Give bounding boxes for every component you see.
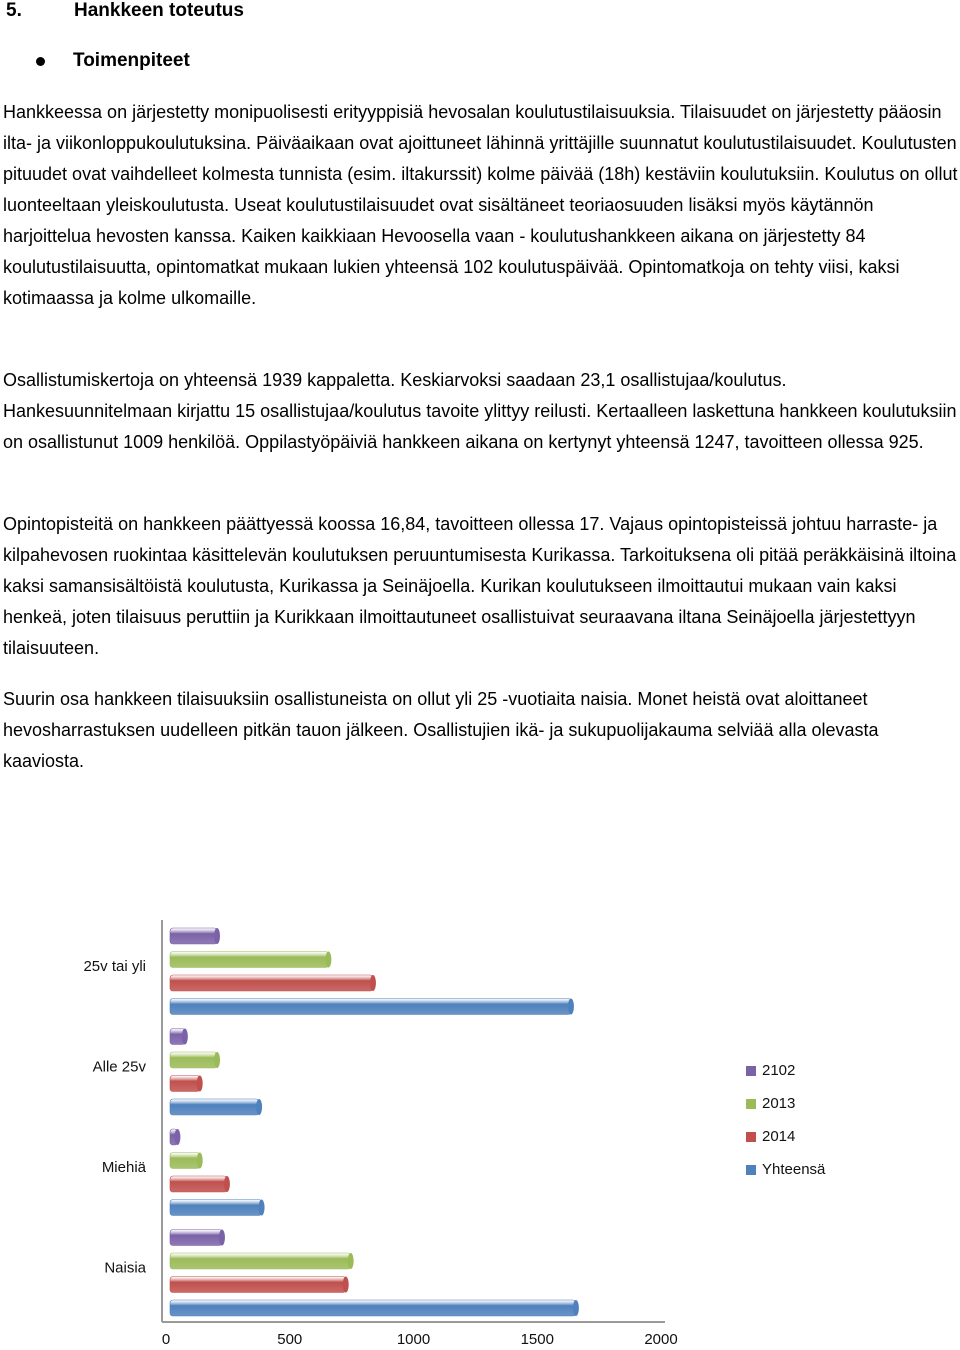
paragraph: Hankkeessa on järjestetty monipuolisesti erityyppisiä hevosalan koulutustilaisuuksia. Tilaisuudet on järjestetty pääosin ilta- ja viikonloppukoulutuksina. Päiväaikaan ovat ajoittuneet lähinnä yrittäjille suunnatut koulutustilaisuudet. Koulutusten pituudet ovat vaihdelleet kolmesta tunnista (esim. iltakurssit) kolme päivää (18h) kestäviin koulutuksiin. Koulutus on ollut luonteeltaan yleiskoulutusta. Useat koulutustilaisuudet ovat sisältäneet teoriaosuuden lisäksi myös käytännön harjoittelua hevosten kanssa. Kaiken kaikkiaan Hevoosella vaan - koulutushankkeen aikana on järjestetty 84 koulutustilaisuutta, opintomatkat mukaan lukien yhteensä 102 koulutuspäivää. Opintomatkoja on tehty viisi, kaksi kotimaassa ja kolme ulkomaille.: [3, 102, 958, 308]
bar-cap: [343, 1277, 349, 1293]
bar-cap: [214, 1052, 220, 1068]
bar-2102-3: [170, 1230, 222, 1246]
x-tick-labels: [162, 1331, 678, 1348]
category-label: 25v tai yli: [83, 958, 146, 975]
category-labels: [83, 958, 146, 1277]
legend-swatch: [746, 1165, 756, 1175]
legend-swatch: [746, 1099, 756, 1109]
legend-label: 2014: [762, 1128, 796, 1145]
bar-cap: [197, 1076, 203, 1092]
bar-yhteensä-2: [170, 1200, 262, 1216]
bullet-icon: [36, 57, 45, 66]
x-tick-label: 1000: [396, 1331, 431, 1348]
bar-yhteensä-3: [170, 1300, 576, 1316]
bar-cap: [182, 1029, 188, 1045]
x-tick-label: 1500: [520, 1331, 554, 1348]
paragraph: Opintopisteitä on hankkeen päättyessä koossa 16,84, tavoitteen ollessa 17. Vajaus opintopisteissä johtuu harraste- ja kilpahevosen ruokintaa käsittelevän koulutuksen peruuntumisesta Kurikassa. Tarkoituksena oli pitää peräkkäisinä iltoina kaksi samansisältöistä koulutusta, Kurikassa ja Seinäjoella. Kurikan koulutukseen ilmoittautui mukaan vain kaksi henkeä, joten tilaisuus peruttiin ja Kurikkaan ilmoittautuneet osallistuivat seuraavana iltana Seinäjoella järjestettyyn tilaisuuteen.: [3, 514, 957, 658]
bar-cap: [224, 1176, 230, 1192]
bar-cap: [219, 1230, 225, 1246]
bar-yhteensä-1: [170, 1099, 259, 1115]
bar-yhteensä-0: [170, 999, 571, 1015]
bar-cap: [197, 1153, 203, 1169]
bar-2013-2: [170, 1153, 200, 1169]
subheading: [36, 50, 190, 72]
bar-2014-1: [170, 1076, 200, 1092]
section-heading: [6, 0, 244, 22]
bar-cap: [325, 952, 331, 968]
x-tick-label: 2000: [644, 1331, 678, 1348]
category-label: Naisia: [104, 1259, 146, 1277]
bar-cap: [568, 999, 574, 1015]
bar-cap: [259, 1200, 265, 1216]
bar-cap: [573, 1300, 579, 1316]
bar-cap: [256, 1099, 262, 1115]
bar-cap: [370, 975, 376, 991]
section-number: 5.: [6, 0, 22, 21]
category-label: Alle 25v: [92, 1058, 146, 1076]
bar-cap: [348, 1253, 354, 1269]
chart-bars: [170, 928, 579, 1316]
paragraph: Osallistumiskertoja on yhteensä 1939 kappaletta. Keskiarvoksi saadaan 23,1 osallistujaa/koulutus. Hankesuunnitelmaan kirjattu 15 osallistujaa/koulutus tavoite ylittyy reilusti. Kertaalleen laskettuna hankkeen koulutuksiin on osallistunut 1009 henkilöä. Oppilastyöpäiviä hankkeen aikana on kertynyt yhteensä 1247, tavoitteen ollessa 925.: [3, 370, 957, 452]
bar-2013-0: [170, 952, 328, 968]
legend-label: 2013: [762, 1095, 796, 1112]
participants-bar-chart: [0, 890, 960, 1350]
subheading-text: Toimenpiteet: [73, 50, 190, 71]
bar-2013-3: [170, 1253, 351, 1269]
bar-2014-0: [170, 975, 373, 991]
x-tick-label: 500: [277, 1331, 303, 1348]
legend-swatch: [746, 1132, 756, 1142]
category-label: Miehiä: [101, 1159, 146, 1176]
bar-2014-3: [170, 1277, 346, 1293]
chart-legend: [746, 1062, 826, 1178]
legend-swatch: [746, 1066, 756, 1076]
bar-2102-0: [170, 928, 217, 944]
x-tick-label: 0: [161, 1331, 171, 1348]
legend-label: 2102: [762, 1062, 796, 1079]
section-title: Hankkeen toteutus: [74, 0, 244, 21]
legend-label: Yhteensä: [762, 1161, 826, 1178]
bar-cap: [214, 928, 220, 944]
bar-2013-1: [170, 1052, 217, 1068]
paragraph: Suurin osa hankkeen tilaisuuksiin osallistuneista on ollut yli 25 -vuotiaita naisia. Monet heistä ovat aloittaneet hevosharrastuksen uudelleen pitkän tauon jälkeen. Osallistujien ikä- ja sukupuolijakauma selviää alla olevasta kaaviosta.: [3, 689, 879, 771]
bar-cap: [174, 1129, 180, 1145]
bar-2014-2: [170, 1176, 227, 1192]
